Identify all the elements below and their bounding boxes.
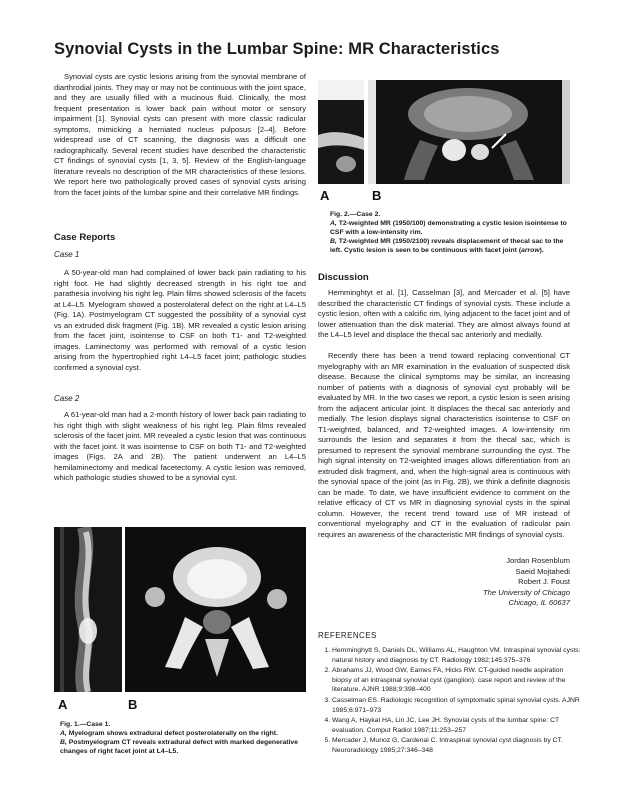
fig1a-myelogram-image <box>54 527 122 692</box>
author-name: Saeid Mojtahedi <box>515 566 570 576</box>
author-name: Robert J. Foust <box>518 577 570 586</box>
fig1-caption-b-label: B, <box>60 739 67 746</box>
fig2-letter-b: B <box>372 188 382 203</box>
fig2b-mr-image <box>368 80 570 184</box>
fig2-caption-title: Fig. 2.—Case 2. <box>330 211 381 218</box>
fig2-letter-a: A <box>320 188 330 203</box>
affiliation-city: Chicago, IL 60637 <box>508 598 570 607</box>
fig2-caption-b-post: ). <box>539 247 544 254</box>
fig1-caption <box>60 720 306 756</box>
ct-drawing <box>125 527 306 692</box>
mr-a-drawing <box>318 80 364 184</box>
fig2-caption-b-pre: T2-weighted MR (1950/2100) reveals displacement of thecal sac to the left. Cystic lesion is seen to be continuous with facet joint ( <box>330 238 564 254</box>
references-heading: REFERENCES <box>318 631 377 640</box>
reference-item: 4. Wang A, Haykal HA, Lin JC, Lee JH. Synovial cysts of the lumbar spine: CT evaluation. Comput Radiol 1987;11:253–257 <box>332 716 584 735</box>
fig1-caption-a: Myelogram shows extradural defect posterolaterally on the right. <box>66 730 278 737</box>
fig2-caption <box>330 210 570 255</box>
author-name: Jordan Rosenblum <box>506 556 570 565</box>
mr-b-drawing <box>368 80 570 184</box>
reference-item: 3. Casselman ES. Radiologic recognition of symptomatic spinal synovial cysts. AJNR 1985;6:971–973 <box>332 696 584 715</box>
fig1-caption-a-label: A, <box>60 730 67 737</box>
fig2-caption-b-arrow: arrow <box>521 247 540 254</box>
intro-paragraph: Synovial cysts are cystic lesions arising from the synovial membrane of diarthrodial joints. They may or may not be continuous with the joint space, and they are usually filled with a mucinous fluid. Clinically, the most frequent presentation is lower back pain without motor or sensory impairment [1]. Synovial cysts can present with more classic radicular symptoms, mimicking a herniated nucleus pulposus [2–4]. Before widespread use of CT scanning, the diagnosis was a difficult one radiographically. Several recent studies have described the characteristic CT findings of synovial cysts [1, 3, 5]. Review of the English-language literature reveals no description of the MR characteristics of these lesions. We report here two pathologically proved cases of synovial cysts arising from the facet joints of the lumbar spine and their correlative MR findings. <box>54 72 306 197</box>
reference-item: 2. Abrahams JJ, Wood GW, Eames FA, Hicks RW. CT-guided needle aspiration biopsy of an intraspinal synovial cyst (ganglion): case report and review of the literature. AJNR 1988;9:398–400 <box>332 666 584 695</box>
article-title: Synovial Cysts in the Lumbar Spine: MR Characteristics <box>54 40 500 58</box>
case2-text: A 61-year-old man had a 2-month history of lower back pain radiating to his right thigh with slight weakness of his right leg. Plain films revealed sclerosis of the facet joint. MR revealed a cystic lesion that was continuous with the facet joint. It was isointense to CSF on both T1- and T2-weighted images (Figs. 2A and 2B). The patient underwent an L4–L5 hemilaminectomy and medical facetectomy. A cystic lesion was removed, which pathologic studies showed to be a synovial cyst. <box>54 410 306 482</box>
discussion-heading: Discussion <box>318 272 369 283</box>
fig1-caption-title: Fig. 1.—Case 1. <box>60 721 111 728</box>
case1-text: A 50-year-old man had complained of lower back pain radiating to his right foot. He had slightly decreased strength in his right toe and parathesia involving his right leg. Plain films showed sclerosis of the facets at L4–L5. Myelogram showed a posterolateral defect on the right at L4–L5 (Fig. 1A). Postmyelogram CT suggested the possibility of a synovial cyst vs an extruded disk fragment (Fig. 1B). MR revealed a cystic lesion arising from the facet joint, isointense to CSF on both T1- and T2-weighted images. Laminectomy was performed with removal of a cystic lesion arising from the hypertrophied right L4–L5 facet joint; pathologic studies confirmed a synovial cyst. <box>54 268 306 372</box>
fig2a-mr-image <box>318 80 364 184</box>
affiliation: The University of Chicago <box>483 587 570 597</box>
myelogram-drawing <box>54 527 122 692</box>
fig1-caption-b: Postmyelogram CT reveals extradural defect with marked degenerative changes of right facet joint at L4–L5. <box>60 739 298 755</box>
author-signature <box>483 556 570 609</box>
reference-item: 1. Hemminghytt S, Daniels DL, Williams AL, Haughton VM. Intraspinal synovial cysts: natural history and diagnosis by CT. Radiology 1982;145:375–376 <box>332 646 584 665</box>
discussion-paragraph-1: Hemminghtyt et al. [1], Casselman [3], and Mercader et al. [5] have described the characteristic CT findings of synovial cysts. These include a cystic lesion, often with a calcific rim, lying adjacent to the facet joint and of lower attenuation than the disk material. They are almost always found at the L4–L5 level and displace the thecal sac anteriorly and medially. <box>318 288 570 339</box>
fig1b-ct-image <box>125 527 306 692</box>
fig2-caption-a: T2-weighted MR (1950/100) demonstrating a cystic lesion isointense to CSF with a low-intensity rim. <box>330 220 567 236</box>
fig1-letter-b: B <box>128 697 138 712</box>
fig2-caption-b-label: B, <box>330 238 337 245</box>
reference-item: 5. Mercader J, Munoz G, Cardenal C. Intraspinal synovial cyst diagnosis by CT. Neuroradiology 1985;27:346–348 <box>332 736 584 755</box>
case2-label: Case 2 <box>54 394 80 403</box>
fig2-caption-a-label: A, <box>330 220 337 227</box>
references-list <box>318 646 584 757</box>
fig1-letter-a: A <box>58 697 68 712</box>
discussion-paragraph-2: Recently there has been a trend toward replacing conventional CT myelography with an MR examination in the evaluation of suspected disk disease. Because the clinical symptoms may be similar, an increasing number of patients with a diagnosis of synovial cyst probably will be evaluated by MR. In the two cases we report, a cystic lesion is seen arising from the adjacent articular joint. It displaces the thecal sac anteriorly and medially. The lesion displays signal characteristics isointense to CSF on T1-weighted, balanced, and T2-weighted images. A low-intensity rim surrounds the lesion and separates it from the thecal sac, which is presumed to represent the synovial membrane surrounding the cyst. The high signal intensity on T2-weighted images allows differentiation from an extruded disk fragment, and, when the high-signal area is continuous with the synovial space of the joint (as in Fig. 2B), we think a definite diagnosis can be made. To date, we have insufficient evidence to comment on the relative efficacy of CT vs MR in diagnosing synovial cysts in the spinal column. However, the recent trend toward use of MR instead of conventional myelography and CT in the evaluation of radicular pain requires an awareness of the characteristic MR findings of synovial cysts. <box>318 351 570 539</box>
case-reports-heading: Case Reports <box>54 232 116 243</box>
case1-label: Case 1 <box>54 250 80 259</box>
